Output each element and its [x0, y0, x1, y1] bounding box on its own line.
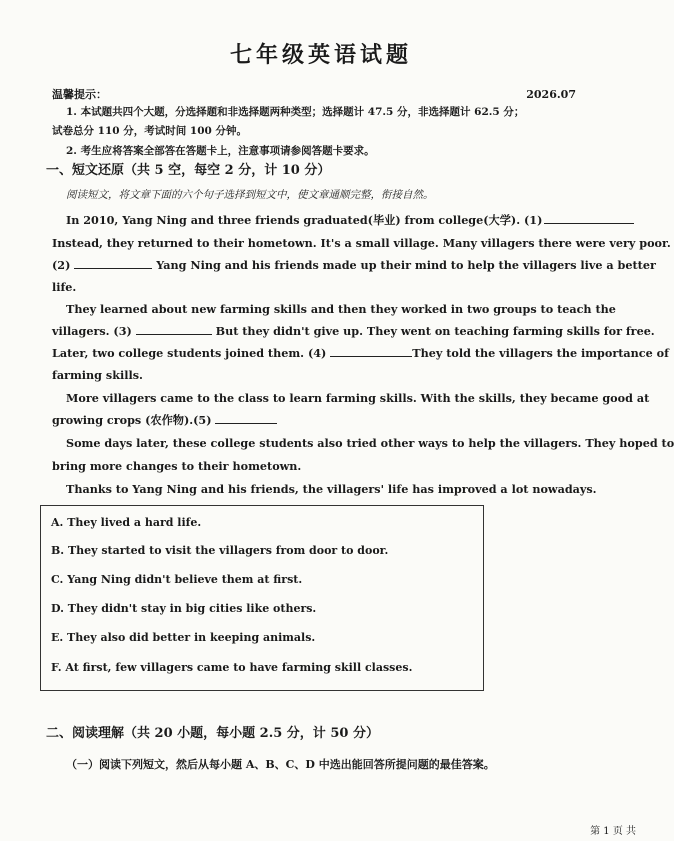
- section-1-heading: 一、短文还原（共 5 空，每空 2 分，计 10 分）: [46, 163, 331, 178]
- blank-3[interactable]: [136, 324, 212, 335]
- section-2-heading: 二、阅读理解（共 20 小题，每小题 2.5 分，计 50 分）: [46, 726, 379, 741]
- p3-line-2: [52, 413, 620, 427]
- p2-text-2: But they didn't give up. They went on teaching farming skills for free.: [215, 324, 655, 338]
- blank-2[interactable]: [74, 258, 152, 269]
- p2-text-3: They told the villagers the importance of: [412, 346, 669, 360]
- exam-date: 2026.07: [526, 88, 576, 101]
- blank-5[interactable]: [215, 413, 277, 424]
- p2-line-2: [52, 324, 655, 338]
- p1-text-1: In 2010, Yang Ning and three friends graduated(毕业) from college(大学). (1): [66, 213, 543, 227]
- section-1-instruction: 阅读短文，将文章下面的六个句子选择到短文中，使文章通顺完整，衔接自然。: [66, 189, 434, 201]
- option-d: D. They didn't stay in big cities like others.: [51, 602, 317, 615]
- p2-label-4: Later, two college students joined them. (4): [52, 346, 327, 360]
- p1-line-3: [52, 258, 656, 272]
- p1-label-2: (2): [52, 258, 71, 272]
- option-e: E. They also did better in keeping animals.: [51, 631, 316, 644]
- p2-line-3: [52, 346, 669, 360]
- options-box: [40, 505, 484, 691]
- p2-line-1: They learned about new farming skills and then they worked in two groups to teach the: [66, 302, 616, 316]
- notice-line-3: 2. 考生应将答案全部答在答题卡上，注意事项请参阅答题卡要求。: [66, 145, 375, 157]
- page-title: 七年级英语试题: [229, 42, 412, 68]
- p5-line-1: Thanks to Yang Ning and his friends, the villagers' life has improved a lot nowadays.: [66, 482, 597, 496]
- page-number: 第 1 页 共: [590, 826, 636, 837]
- option-c: C. Yang Ning didn't believe them at first.: [51, 573, 303, 586]
- p3-text-2: growing crops (农作物).(5): [52, 413, 212, 427]
- p4-line-1: Some days later, these college students also tried other ways to help the villagers. They hoped to: [66, 436, 674, 450]
- option-a: A. They lived a hard life.: [51, 516, 202, 529]
- p1-line-4: life.: [52, 280, 77, 294]
- section-2-instruction: （一）阅读下列短文，然后从每小题 A、B、C、D 中选出能回答所提问题的最佳答案。: [66, 758, 495, 771]
- option-f: F. At first, few villagers came to have farming skill classes.: [51, 661, 413, 674]
- p2-line-4: farming skills.: [52, 368, 143, 382]
- p1-line-1: [66, 213, 620, 227]
- p4-line-2: bring more changes to their hometown.: [52, 459, 302, 473]
- notice-line-1: 1. 本试题共四个大题，分选择题和非选择题两种类型；选择题计 47.5 分，非选择题计 62.5 分；: [66, 106, 525, 118]
- p3-line-1: More villagers came to the class to learn farming skills. With the skills, they became good at: [66, 391, 650, 405]
- blank-1[interactable]: [544, 213, 634, 224]
- notice-heading: 温馨提示：: [52, 88, 107, 101]
- p2-label-3: villagers. (3): [52, 324, 132, 338]
- p1-text-3: Yang Ning and his friends made up their mind to help the villagers live a better: [156, 258, 656, 272]
- blank-4[interactable]: [330, 346, 412, 357]
- notice-line-2: 试卷总分 110 分，考试时间 100 分钟。: [52, 125, 247, 137]
- p1-line-2: Instead, they returned to their hometown. It's a small village. Many villagers there were very poor.: [52, 236, 671, 250]
- option-b: B. They started to visit the villagers from door to door.: [51, 544, 389, 557]
